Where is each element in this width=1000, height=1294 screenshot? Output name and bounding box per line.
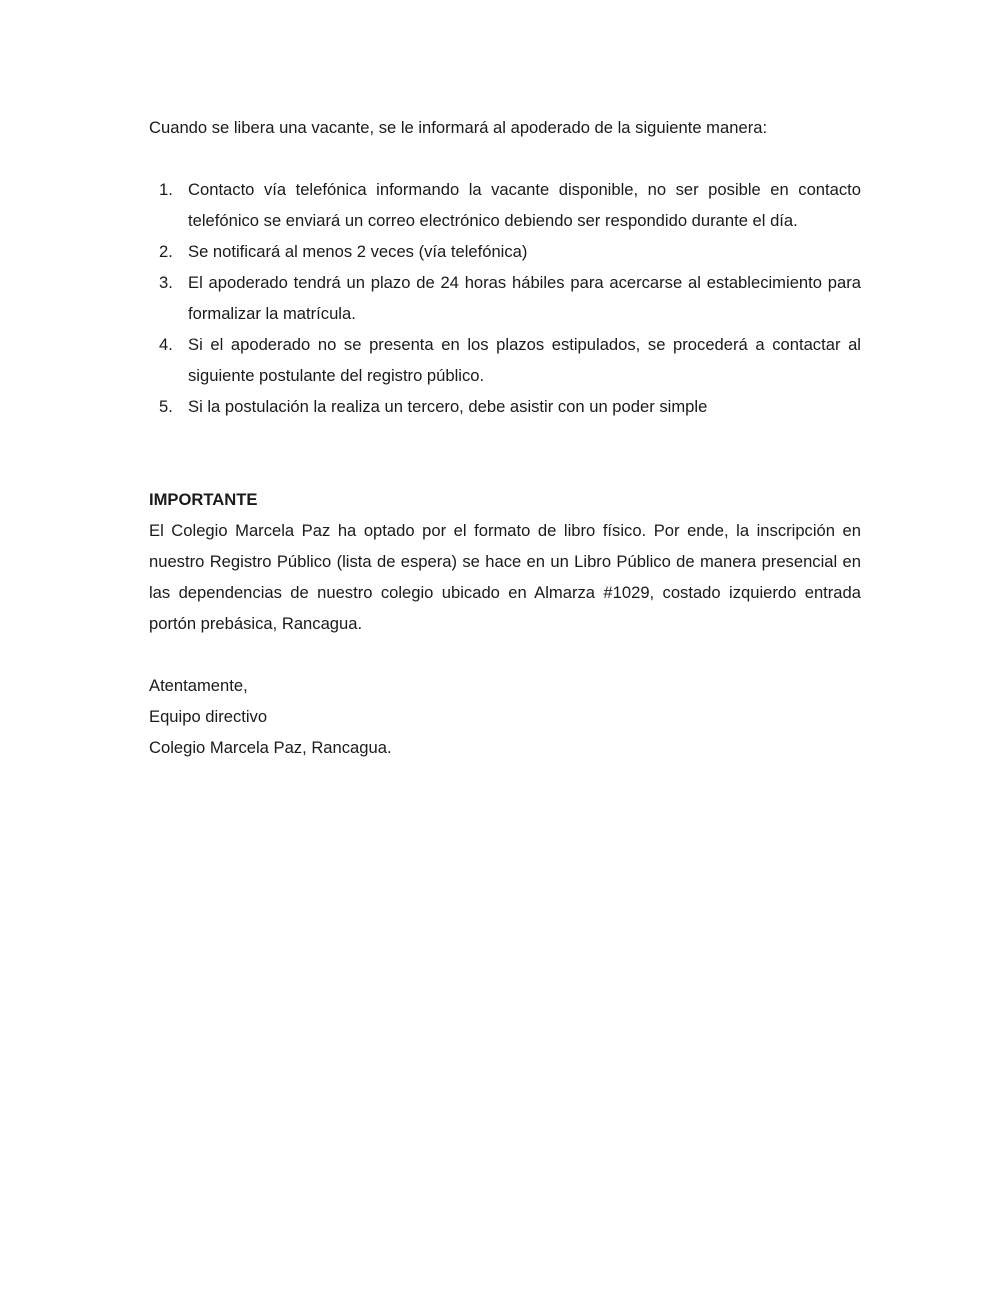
document-page xyxy=(149,112,861,763)
notification-steps-list xyxy=(149,174,861,422)
list-item xyxy=(149,329,861,391)
intro-paragraph: Cuando se libera una vacante, se le informará al apoderado de la siguiente manera: xyxy=(149,118,768,137)
list-item-number: 4. xyxy=(159,335,173,354)
closing-team: Equipo directivo xyxy=(149,707,268,726)
list-item-number: 5. xyxy=(159,397,173,416)
list-item-text: Contacto vía telefónica informando la vacante disponible, no ser posible en contacto telefónico se enviará un correo electrónico debiendo ser respondido durante el día. xyxy=(188,180,861,230)
closing-salutation: Atentamente, xyxy=(149,676,248,695)
list-item xyxy=(149,236,861,267)
list-item xyxy=(149,174,861,236)
list-item-text: Si el apoderado no se presenta en los plazos estipulados, se procederá a contactar al siguiente postulante del registro público. xyxy=(188,335,861,385)
important-paragraph: El Colegio Marcela Paz ha optado por el formato de libro físico. Por ende, la inscripción en nuestro Registro Público (lista de espera) se hace en un Libro Público de manera presencial en las dependencias de nuestro colegio ubicado en Almarza #1029, costado izquierdo entrada portón prebásica, Rancagua. xyxy=(149,521,861,633)
list-item xyxy=(149,267,861,329)
list-item xyxy=(149,391,861,422)
important-heading: IMPORTANTE xyxy=(149,490,258,509)
list-item-text: Si la postulación la realiza un tercero, debe asistir con un poder simple xyxy=(188,397,708,416)
list-item-number: 1. xyxy=(159,180,173,199)
list-item-text: Se notificará al menos 2 veces (vía telefónica) xyxy=(188,242,528,261)
list-item-number: 2. xyxy=(159,242,173,261)
list-item-number: 3. xyxy=(159,273,173,292)
closing-block xyxy=(149,670,861,763)
list-item-text: El apoderado tendrá un plazo de 24 horas hábiles para acercarse al establecimiento para formalizar la matrícula. xyxy=(188,273,861,323)
closing-institution: Colegio Marcela Paz, Rancagua. xyxy=(149,738,392,757)
